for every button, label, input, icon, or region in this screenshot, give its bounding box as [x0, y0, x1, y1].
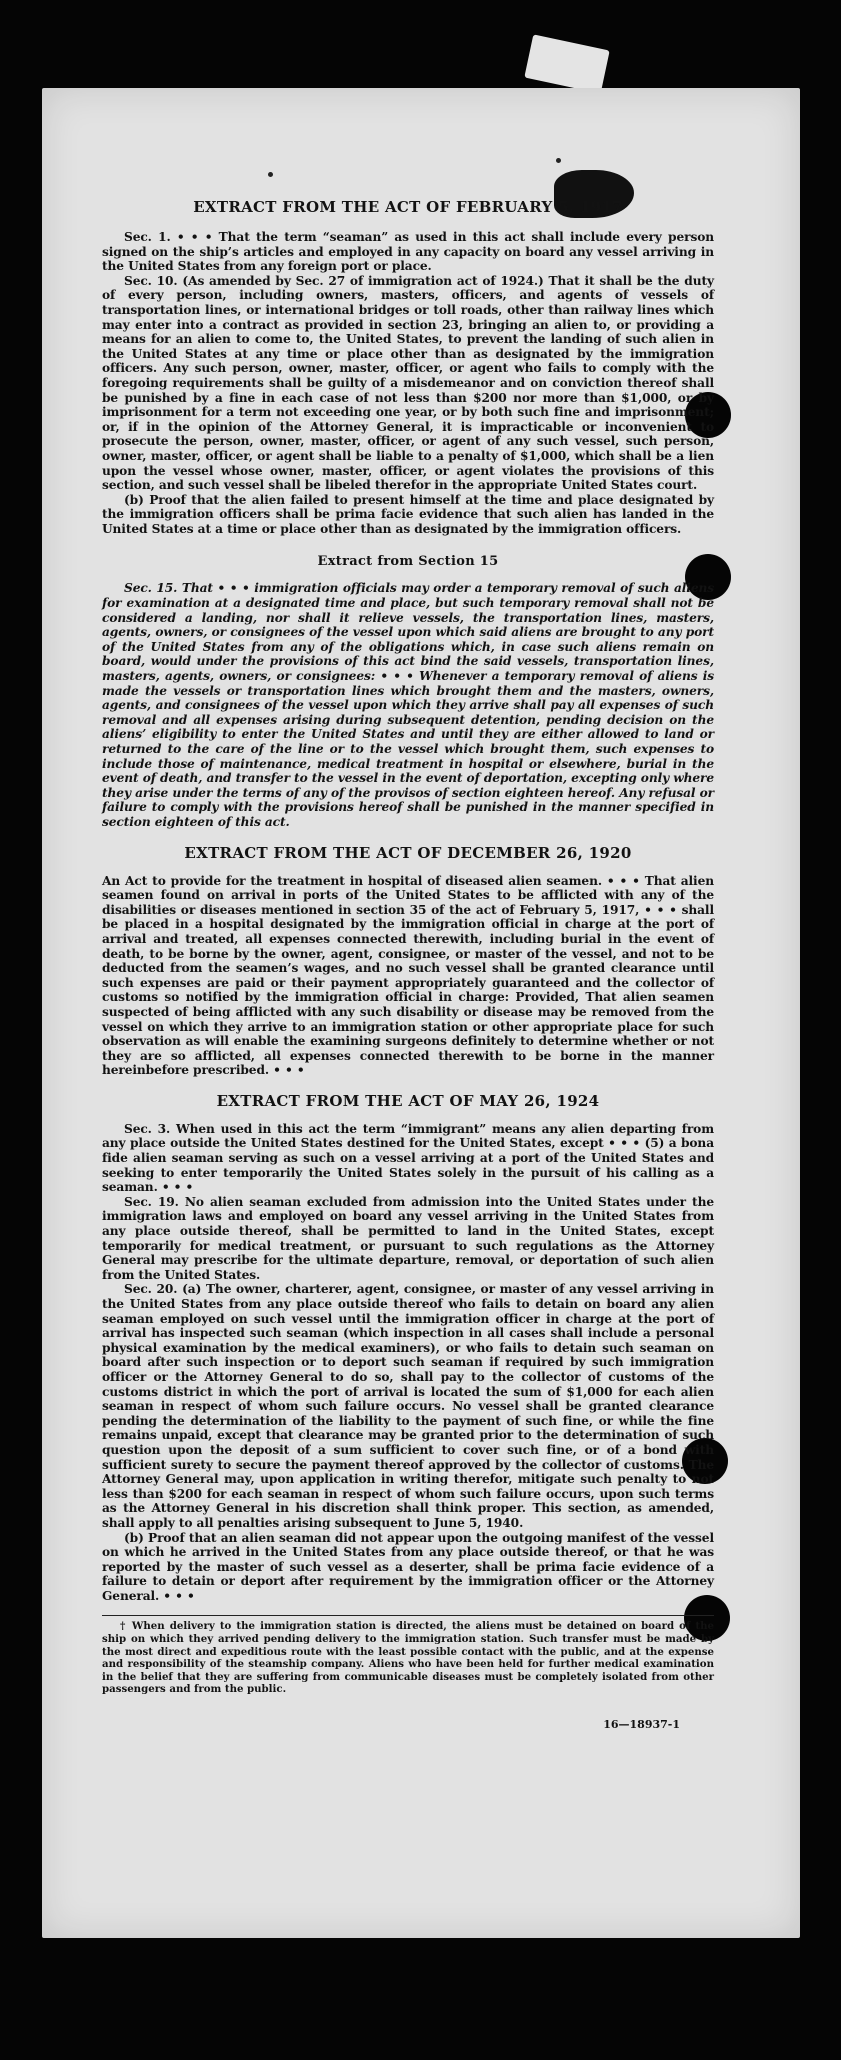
footnote-divider — [102, 1615, 714, 1616]
ink-speck — [556, 158, 561, 163]
section-act-1920 — [102, 874, 714, 1078]
ink-speck — [268, 172, 273, 177]
paragraph-sec-1: Sec. 1. • • • That the term “seaman” as used in this act shall include every person signed on the ship’s articles and employed in any capacity on board any vessel arriving in the United States from any foreign port or place. — [102, 230, 714, 274]
paper-tab — [524, 34, 609, 93]
form-number: 16—18937-1 — [603, 1718, 680, 1732]
paragraph-sec-20a: Sec. 20. (a) The owner, charterer, agent, consignee, or master of any vessel arriving in the United States from any place outside thereof who fails to detain on board any alien seaman employed on such vessel until the immigration officer in charge at the port of arrival has inspected such seaman (which inspection in all cases shall include a personal physical examination by the medical examiners), or who fails to detain such seaman on board after such inspection or to deport such seaman if required by such immigration officer or the Attorney General to do so, shall pay to the collector of customs of the customs district in which the port of arrival is located the sum of $1,000 for each alien seaman in respect of whom such failure occurs. No vessel shall be granted clearance pending the determination of the liability to the payment of such fine, or while the fine remains unpaid, except that clearance may be granted prior to the determination of such question upon the deposit of a sum sufficient to cover such fine, or of a bond with sufficient surety to secure the payment thereof approved by the collector of customs. The Attorney General may, upon application in writing therefor, mitigate such penalty to not less than $200 for each seaman in respect of whom such failure occurs, upon such terms as the Attorney General in his discretion shall think proper. This section, as amended, shall apply to all penalties arising subsequent to June 5, 1940. — [102, 1282, 714, 1530]
paragraph-sec-20b: (b) Proof that an alien seaman did not appear upon the outgoing manifest of the vessel on which he arrived in the United States from any place outside thereof, or that he was reported by the master of such vessel as a deserter, shall be prima facie evidence of a failure to detain or deport after requirement by the immigration officer or the Attorney General. • • • — [102, 1530, 714, 1603]
heading-section-15: Extract from Section 15 — [317, 554, 499, 570]
heading-act-1920: EXTRACT FROM THE ACT OF DECEMBER 26, 1920 — [184, 843, 632, 862]
paragraph-act-1920: An Act to provide for the treatment in hospital of diseased alien seamen. • • • That alien seamen found on arrival in ports of the United States to be afflicted with any of the disabilities or diseases mentioned in section 35 of the act of February 5, 1917, • • • shall be placed in a hospital designated by the immigration official in charge at the port of arrival and treated, all expenses connected therewith, including burial in the event of death, to be borne by the owner, agent, consignee, or master of the vessel, and not to be deducted from the seamen’s wages, and no such vessel shall be granted clearance until such expenses are paid or their payment appropriately guaranteed and the collector of customs so notified by the immigration official in charge: Provided, That alien seamen suspected of being afflicted with any such disability or disease may be removed from the vessel on which they arrive to an immigration station or other appropriate place for such observation as will enable the examining surgeons definitely to determine whether or not they are so afflicted, all expenses connected therewith to be borne in the manner hereinbefore prescribed. • • • — [102, 873, 714, 1078]
footnote — [102, 1620, 714, 1696]
paragraph-sec-10b: (b) Proof that the alien failed to present himself at the time and place designated by the immigration officers shall be prima facie evidence that such alien has landed in the United States at a time or place other than as designated by the immigration officers. — [102, 492, 714, 536]
paragraph-sec-10: Sec. 10. (As amended by Sec. 27 of immigration act of 1924.) That it shall be the duty of every person, including owners, masters, officers, and agents of vessels of transportation lines, or international bridges or toll roads, other than railway lines which may enter into a contract as provided in section 23, bringing an alien to, or providing a means for an alien to come to, the United States, to prevent the landing of such alien in the United States at any time or place other than as designated by the immigration officers. Any such person, owner, master, officer, or agent who fails to comply with the foregoing requirements shall be guilty of a misdemeanor and on conviction thereof shall be punished by a fine in each case of not less than $200 nor more than $1,000, or by imprisonment for a term not exceeding one year, or by both such fine and imprisonment; or, if in the opinion of the Attorney General, it is impracticable or inconvenient to prosecute the person, owner, master, officer, or agent of any such vessel, such person, owner, master, officer, or agent shall be liable to a penalty of $1,000, which shall be a lien upon the vessel whose owner, master, officer, or agent violates the provisions of this section, and such vessel shall be libeled therefor in the appropriate United States court. — [102, 273, 714, 493]
heading-act-1917: EXTRACT FROM THE ACT OF FEBRUARY 5, 1917 — [193, 198, 623, 216]
footnote-text: † When delivery to the immigration station is directed, the aliens must be detained on board of the ship on which they arrived pending delivery to the immigration station. Such transfer must be made by the most direct and expeditious route with the least possible contact with the public, and at the expense and responsibility of the steamship company. Aliens who have been held for further medical examination in the belief that they are suffering from communicable diseases must be completely isolated from other passengers and from the public. — [102, 1620, 714, 1696]
paragraph-sec-3: Sec. 3. When used in this act the term “immigrant” means any alien departing from any place outside the United States destined for the United States, except • • • (5) a bona fide alien seaman serving as such on a vessel arriving at a port of the United States and seeking to enter temporarily the United States solely in the pursuit of his calling as a seaman. • • • — [102, 1121, 714, 1195]
document-text — [102, 198, 714, 1731]
paragraph-sec-19: Sec. 19. No alien seaman excluded from admission into the United States under the immigration laws and employed on board any vessel arriving in the United States from any place outside thereof, shall be permitted to land in the United States, except temporarily for medical treatment, or pursuant to such regulations as the Attorney General may prescribe for the ultimate departure, removal, or deportation of such alien from the United States. — [102, 1194, 714, 1282]
section-act-1924 — [102, 1122, 714, 1604]
section-15 — [102, 581, 714, 829]
paragraph-sec-15: Sec. 15. That • • • immigration officials may order a temporary removal of such aliens for examination at a designated time and place, but such temporary removal shall not be considered a landing, nor shall it relieve vessels, the transportation lines, masters, agents, owners, or consignees of the vessel upon which said aliens are brought to any port of the United States from any of the obligations which, in case such aliens remain on board, would under the provisions of this act bind the said vessels, transportation lines, masters, agents, owners, or consignees: • • • Whenever a temporary removal of aliens is made the vessels or transportation lines which brought them and the masters, owners, agents, and consignees of the vessel upon which they arrive shall pay all expenses of such removal and all expenses arising during subsequent detention, pending decision on the aliens’ eligibility to enter the United States and until they are either allowed to land or returned to the care of the line or to the vessel which brought them, such expenses to include those of maintenance, medical treatment in hospital or elsewhere, burial in the event of death, and transfer to the vessel in the event of deportation, excepting only where they arise under the terms of any of the provisos of section eighteen hereof. Any refusal or failure to comply with the provisions hereof shall be punished in the manner specified in section eighteen of this act. — [102, 581, 715, 829]
section-act-1917 — [102, 230, 714, 536]
heading-act-1924: EXTRACT FROM THE ACT OF MAY 26, 1924 — [216, 1091, 600, 1110]
